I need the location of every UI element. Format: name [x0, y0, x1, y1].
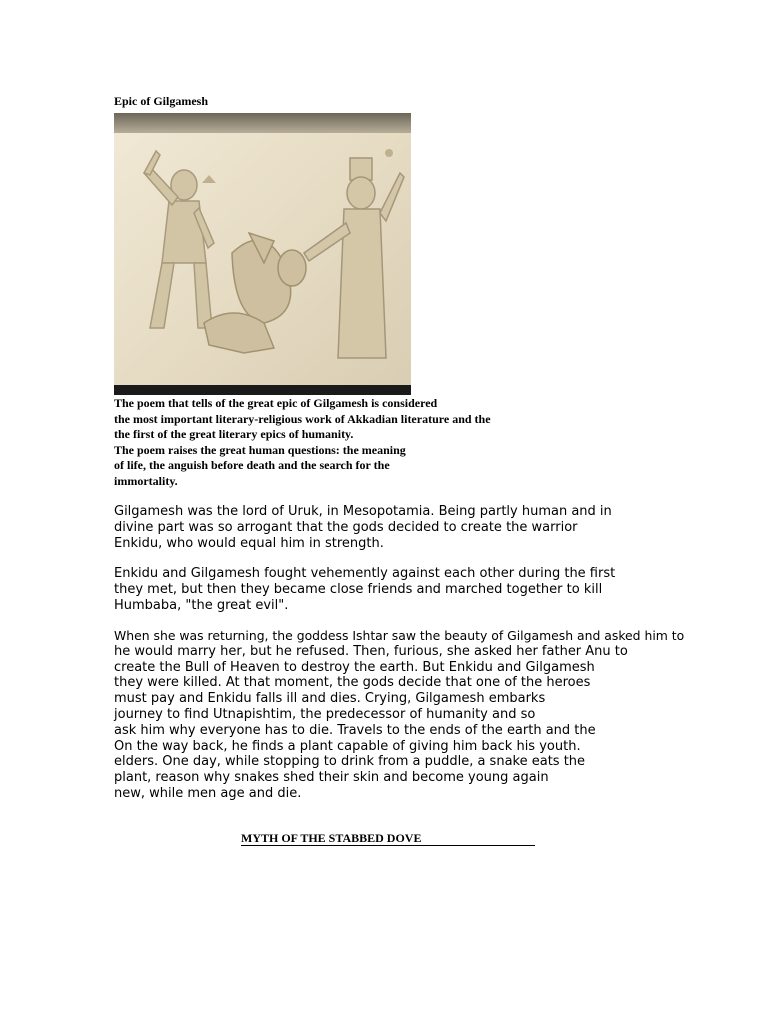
- paragraph-enkidu-friendship: [114, 566, 734, 613]
- section-heading: MYTH OF THE STABBED DOVE: [241, 831, 535, 846]
- text-line: create the Bull of Heaven to destroy the earth. But Enkidu and Gilgamesh: [114, 659, 595, 675]
- text-line: divine part was so arrogant that the gods decided to create the warrior: [114, 519, 578, 535]
- intro-line: The poem raises the great human questions: the meaning: [114, 442, 406, 457]
- text-line: Humbaba, "the great evil".: [114, 597, 289, 613]
- text-line: new, while men age and die.: [114, 785, 302, 801]
- text-line: elders. One day, while stopping to drink from a puddle, a snake eats the: [114, 754, 586, 770]
- text-line: they met, but then they became close friends and marched together to kill: [114, 581, 603, 597]
- text-line: they were killed. At that moment, the gods decide that one of the heroes: [114, 675, 591, 691]
- intro-line: the most important literary-religious work of Akkadian literature and the: [114, 411, 491, 426]
- text-line: Enkidu, who would equal him in strength.: [114, 535, 384, 551]
- paragraph-lord-of-uruk: [114, 504, 734, 551]
- intro-line: The poem that tells of the great epic of Gilgamesh is considered: [114, 396, 438, 410]
- text-line: Enkidu and Gilgamesh fought vehemently against each other during the first: [114, 566, 616, 581]
- intro-summary: [114, 396, 674, 490]
- intro-line: immortality.: [114, 473, 178, 488]
- document-title: Epic of Gilgamesh: [114, 94, 209, 108]
- paragraph-ishtar-journey: [114, 628, 734, 802]
- text-line: ask him why everyone has to die. Travels to the ends of the earth and the: [114, 722, 596, 738]
- cylinder-seal-relief-image: [114, 113, 411, 395]
- text-line: he would marry her, but he refused. Then, furious, she asked her father Anu to: [114, 643, 628, 659]
- text-line: On the way back, he finds a plant capable of giving him back his youth.: [114, 738, 581, 754]
- text-line: must pay and Enkidu falls ill and dies. Crying, Gilgamesh embarks: [114, 691, 546, 707]
- intro-line: of life, the anguish before death and the search for the: [114, 458, 390, 473]
- text-line: When she was returning, the goddess Ishtar saw the beauty of Gilgamesh and asked him to: [114, 628, 685, 643]
- relief-illustration: [114, 113, 411, 395]
- text-line: Gilgamesh was the lord of Uruk, in Mesopotamia. Being partly human and in: [114, 504, 612, 519]
- text-line: journey to find Utnapishtim, the predecessor of humanity and so: [114, 706, 536, 722]
- text-line: plant, reason why snakes shed their skin and become young again: [114, 770, 549, 786]
- intro-line: the first of the great literary epics of humanity.: [114, 427, 354, 442]
